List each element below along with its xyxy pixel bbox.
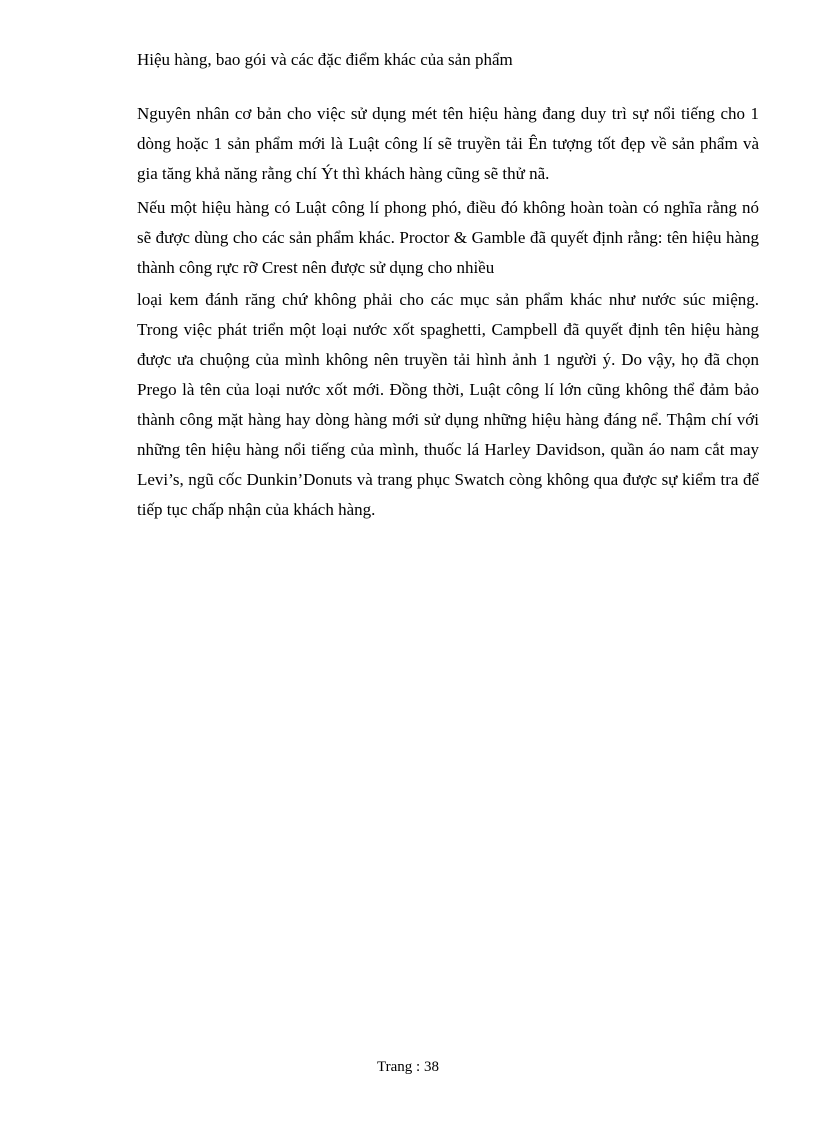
paragraph-1: Nguyên nhân cơ bản cho việc sử dụng mét tên hiệu hàng đang duy trì sự nổi tiếng cho 1 dòng hoặc 1 sản phẩm mới là Luật công lí sẽ truyền tải Ên tượng tốt đẹp về sản phẩm và gia tăng khả năng rằng chí Ýt thì khách hàng cũng sẽ thử nã. — [137, 104, 759, 183]
paragraph-3: loại kem đánh răng chứ không phải cho các mục sản phẩm khác như nước súc miệng. Trong việc phát triển một loại nước xốt spaghetti, Campbell đã quyết định tên hiệu hàng được ưa chuộng của mình không nên truyền tải hình ảnh 1 người ý. Do vậy, họ đã chọn Prego là tên của loại nước xốt mới. Đồng thời, Luật công lí lớn cũng không thể đảm bảo thành công mặt hàng hay dòng hàng mới sử dụng những hiệu hàng đáng nể. Thậm chí với những tên hiệu hàng nổi tiếng của mình, thuốc lá Harley Davidson, quần áo nam cắt may Levi’s, ngũ cốc Dunkin’Donuts và trang phục Swatch còng không qua được sự kiểm tra để tiếp tục chấp nhận của khách hàng. — [137, 290, 759, 519]
page-number: Trang : 38 — [377, 1059, 439, 1075]
paragraph-2: Nếu một hiệu hàng có Luật công lí phong phó, điều đó không hoàn toàn có nghĩa rằng nó sẽ được dùng cho các sản phẩm khác. Proctor & Gamble đã quyết định rằng: tên hiệu hàng thành công rực rỡ Crest nên được sử dụng cho nhiều — [137, 198, 759, 277]
section-heading: Hiệu hàng, bao gói và các đặc điểm khác của sản phẩm — [137, 50, 513, 69]
